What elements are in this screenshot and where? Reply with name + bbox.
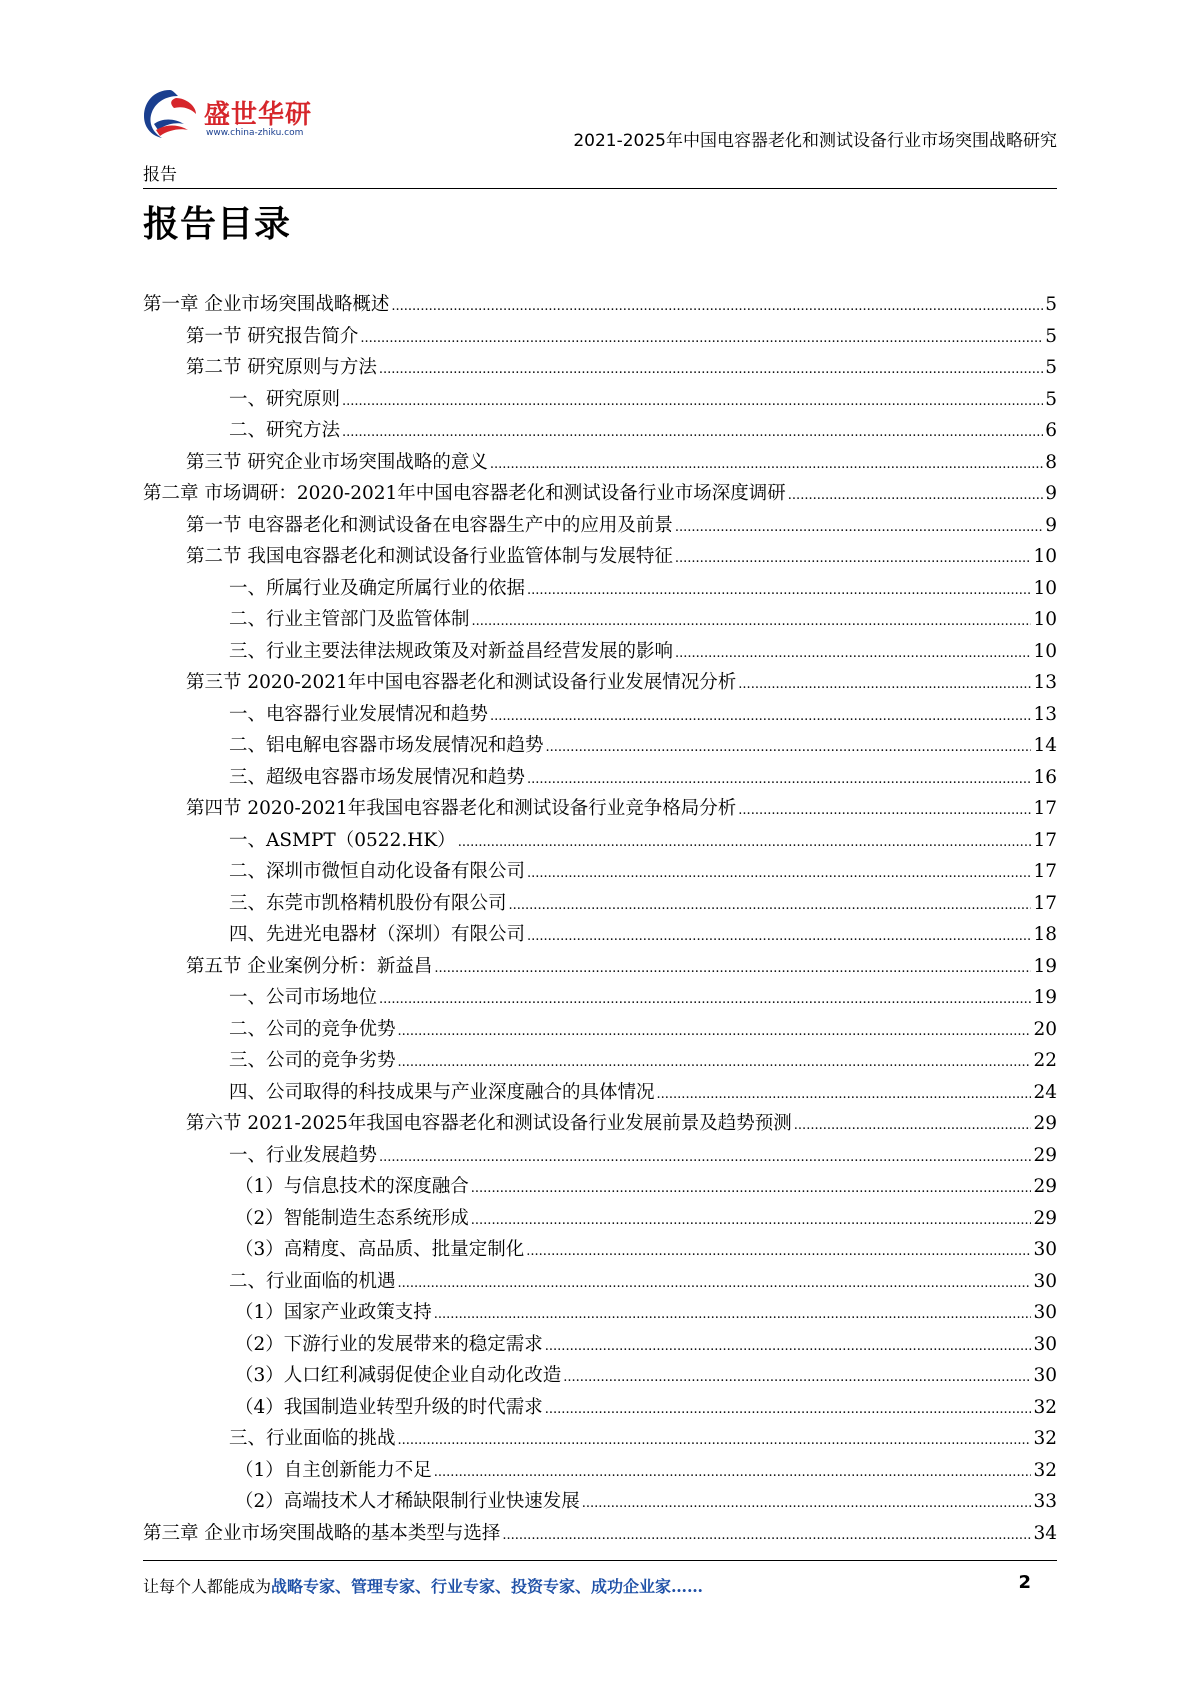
toc-entry[interactable] (143, 573, 1057, 605)
toc-entry-page: 20 (1033, 1018, 1057, 1040)
toc-entry[interactable] (143, 856, 1057, 888)
toc-entry[interactable] (143, 825, 1057, 857)
toc-entry-page: 16 (1033, 766, 1057, 788)
toc-dot-leader (527, 764, 1031, 796)
toc-dot-leader (675, 512, 1043, 544)
toc-entry[interactable] (143, 919, 1057, 951)
toc-dot-leader (391, 291, 1043, 323)
toc-entry-title: 三、行业主要法律法规政策及对新益昌经营发展的影响 (229, 640, 674, 662)
document-type: 报告 (143, 165, 177, 185)
toc-entry[interactable] (143, 982, 1057, 1014)
page-number: 2 (1018, 1572, 1031, 1593)
toc-entry-page: 29 (1033, 1144, 1057, 1166)
toc-entry-page: 19 (1033, 987, 1057, 1008)
toc-entry-title: 一、研究原则 (229, 388, 341, 410)
toc-entry[interactable] (143, 541, 1057, 573)
toc-entry-page: 13 (1033, 672, 1057, 693)
toc-entry-title: 二、研究方法 (229, 420, 341, 441)
toc-entry-page: 30 (1033, 1302, 1057, 1323)
toc-dot-leader (545, 1331, 1032, 1363)
toc-entry-page: 19 (1033, 955, 1057, 977)
toc-dot-leader (675, 543, 1032, 575)
toc-entry-title: 第三节 2020-2021年中国电容器老化和测试设备行业发展情况分析 (186, 672, 737, 693)
toc-entry-title: 四、先进光电器材（深圳）有限公司 (229, 924, 526, 945)
toc-entry[interactable] (143, 1108, 1057, 1140)
toc-entry[interactable] (143, 1392, 1057, 1424)
toc-dot-leader (471, 1173, 1032, 1205)
toc-entry[interactable] (143, 730, 1057, 762)
toc-entry[interactable] (143, 1297, 1057, 1329)
toc-entry[interactable] (143, 699, 1057, 731)
toc-entry[interactable] (143, 1360, 1057, 1392)
toc-entry-page: 5 (1045, 357, 1057, 378)
toc-entry-title: 三、行业面临的挑战 (229, 1428, 396, 1449)
toc-entry-title: （1）与信息技术的深度融合 (235, 1176, 469, 1197)
page-title: 报告目录 (143, 204, 292, 245)
toc-dot-leader (434, 1457, 1032, 1489)
company-logo (140, 84, 320, 144)
toc-entry[interactable] (143, 447, 1057, 479)
toc-entry-title: 第六节 2021-2025年我国电容器老化和测试设备行业发展前景及趋势预测 (186, 1113, 792, 1134)
toc-entry-title: 三、超级电容器市场发展情况和趋势 (229, 766, 526, 788)
toc-dot-leader (379, 354, 1043, 386)
toc-entry-title: （2）高端技术人才稀缺限制行业快速发展 (235, 1491, 580, 1512)
toc-entry-page: 34 (1033, 1522, 1057, 1544)
toc-dot-leader (434, 1299, 1032, 1331)
toc-entry[interactable] (143, 1266, 1057, 1298)
toc-entry-page: 33 (1033, 1491, 1057, 1512)
toc-entry-title: 一、电容器行业发展情况和趋势 (229, 703, 489, 725)
toc-dot-leader (458, 827, 1032, 859)
toc-entry[interactable] (143, 321, 1057, 353)
toc-entry-title: 二、行业面临的机遇 (229, 1270, 396, 1292)
toc-entry-title: 第二章 市场调研：2020-2021年中国电容器老化和测试设备行业市场深度调研 (143, 483, 786, 504)
toc-dot-leader (490, 449, 1043, 481)
toc-dot-leader (545, 1394, 1032, 1426)
toc-entry-title: 一、所属行业及确定所属行业的依据 (229, 577, 526, 599)
toc-entry-page: 29 (1033, 1207, 1057, 1229)
toc-dot-leader (342, 386, 1043, 418)
toc-dot-leader (472, 606, 1032, 638)
toc-entry-title: 一、ASMPT（0522.HK） (229, 829, 456, 851)
toc-dot-leader (526, 1236, 1031, 1268)
toc-dot-leader (527, 858, 1031, 890)
toc-entry-title: 一、公司市场地位 (229, 987, 378, 1008)
toc-entry[interactable] (143, 1045, 1057, 1077)
toc-entry[interactable] (143, 289, 1057, 321)
toc-entry-page: 5 (1045, 325, 1057, 347)
toc-dot-leader (738, 795, 1031, 827)
toc-dot-leader (398, 1425, 1032, 1457)
toc-entry-title: 三、公司的竞争劣势 (229, 1050, 396, 1071)
toc-dot-leader (657, 1079, 1032, 1111)
toc-dot-leader (794, 1110, 1032, 1142)
toc-entry[interactable] (143, 1234, 1057, 1266)
toc-entry[interactable] (143, 667, 1057, 699)
toc-entry-page: 24 (1033, 1081, 1057, 1103)
toc-entry-page: 32 (1033, 1428, 1057, 1449)
toc-entry-page: 14 (1033, 735, 1057, 756)
toc-dot-leader (546, 732, 1032, 764)
toc-entry-title: 二、行业主管部门及监管体制 (229, 609, 470, 630)
toc-entry-page: 17 (1033, 829, 1057, 851)
toc-entry-page: 17 (1033, 798, 1057, 819)
toc-entry[interactable] (143, 1423, 1057, 1455)
toc-dot-leader (738, 669, 1031, 701)
toc-entry[interactable] (143, 415, 1057, 447)
toc-entry-title: 第三节 研究企业市场突围战略的意义 (186, 451, 488, 473)
toc-entry-page: 10 (1033, 640, 1057, 662)
toc-dot-leader (471, 1205, 1032, 1237)
toc-dot-leader (509, 890, 1032, 922)
toc-entry-page: 5 (1045, 294, 1057, 315)
toc-dot-leader (490, 701, 1031, 733)
toc-entry[interactable] (143, 888, 1057, 920)
toc-entry-page: 17 (1033, 861, 1057, 882)
toc-entry-page: 32 (1033, 1459, 1057, 1481)
toc-entry-page: 8 (1045, 451, 1057, 473)
toc-entry-title: 第五节 企业案例分析：新益昌 (186, 955, 433, 977)
toc-dot-leader (379, 1142, 1031, 1174)
toc-entry-title: （2）智能制造生态系统形成 (235, 1207, 469, 1229)
report-title: 2021-2025年中国电容器老化和测试设备行业市场突围战略研究 (573, 131, 1057, 151)
toc-entry-page: 29 (1033, 1176, 1057, 1197)
footer-divider (143, 1560, 1057, 1561)
toc-dot-leader (398, 1047, 1032, 1079)
toc-entry-page: 30 (1033, 1239, 1057, 1260)
toc-entry[interactable] (143, 478, 1057, 510)
toc-entry-page: 9 (1045, 514, 1057, 536)
toc-dot-leader (527, 921, 1031, 953)
toc-dot-leader (342, 417, 1043, 449)
logo-website: www.china-zhiku.com (206, 128, 304, 138)
toc-entry-page: 5 (1045, 388, 1057, 410)
toc-dot-leader (398, 1016, 1032, 1048)
logo-emblem-icon (140, 84, 202, 142)
header-divider (143, 188, 1057, 189)
toc-entry-title: （4）我国制造业转型升级的时代需求 (235, 1396, 543, 1418)
toc-entry[interactable] (143, 352, 1057, 384)
toc-entry-page: 10 (1033, 577, 1057, 599)
toc-dot-leader (527, 575, 1031, 607)
toc-entry[interactable] (143, 510, 1057, 542)
footer-slogan (143, 1574, 703, 1597)
toc-entry[interactable] (143, 1077, 1057, 1109)
toc-entry[interactable] (143, 762, 1057, 794)
toc-entry-title: 二、深圳市微恒自动化设备有限公司 (229, 861, 526, 882)
toc-entry-title: 二、公司的竞争优势 (229, 1018, 396, 1040)
toc-dot-leader (563, 1362, 1031, 1394)
logo-brand-name: 盛世华研 (204, 100, 313, 130)
toc-entry-title: 第二节 研究原则与方法 (186, 357, 377, 378)
toc-entry[interactable] (143, 1518, 1057, 1550)
toc-dot-leader (502, 1520, 1031, 1552)
toc-entry[interactable] (143, 1329, 1057, 1361)
slogan-highlight: 战略专家、管理专家、行业专家、投资专家、成功企业家…… (271, 1577, 704, 1596)
toc-entry-page: 30 (1033, 1365, 1057, 1386)
toc-entry[interactable] (143, 384, 1057, 416)
toc-entry-title: 二、铝电解电容器市场发展情况和趋势 (229, 735, 544, 756)
toc-entry-page: 30 (1033, 1333, 1057, 1355)
toc-dot-leader (434, 953, 1031, 985)
toc-entry[interactable] (143, 1203, 1057, 1235)
toc-entry-page: 29 (1033, 1113, 1057, 1134)
slogan-prefix: 让每个人都能成为 (143, 1577, 272, 1596)
toc-entry[interactable] (143, 636, 1057, 668)
toc-entry-page: 22 (1033, 1050, 1057, 1071)
toc-dot-leader (398, 1268, 1032, 1300)
toc-entry-title: 第一节 电容器老化和测试设备在电容器生产中的应用及前景 (186, 514, 673, 536)
toc-entry-title: 四、公司取得的科技成果与产业深度融合的具体情况 (229, 1081, 655, 1103)
toc-entry-title: （3）高精度、高品质、批量定制化 (235, 1239, 525, 1260)
toc-entry[interactable] (143, 1014, 1057, 1046)
toc-entry-page: 6 (1045, 420, 1057, 441)
toc-entry-title: （1）国家产业政策支持 (235, 1302, 432, 1323)
toc-entry-page: 9 (1045, 483, 1057, 504)
toc-entry-title: （3）人口红利减弱促使企业自动化改造 (235, 1365, 562, 1386)
toc-entry-page: 18 (1033, 924, 1057, 945)
toc-dot-leader (675, 638, 1031, 670)
toc-entry[interactable] (143, 1455, 1057, 1487)
toc-entry-title: 第一章 企业市场突围战略概述 (143, 294, 390, 315)
toc-entry[interactable] (143, 1140, 1057, 1172)
toc-entry-title: （1）自主创新能力不足 (235, 1459, 432, 1481)
toc-entry-page: 32 (1033, 1396, 1057, 1418)
toc-entry-page: 13 (1033, 703, 1057, 725)
toc-entry-title: 第二节 我国电容器老化和测试设备行业监管体制与发展特征 (186, 546, 673, 567)
toc-entry-page: 30 (1033, 1270, 1057, 1292)
toc-entry-title: 第三章 企业市场突围战略的基本类型与选择 (143, 1522, 501, 1544)
toc-entry-title: 第四节 2020-2021年我国电容器老化和测试设备行业竞争格局分析 (186, 798, 737, 819)
toc-entry[interactable] (143, 604, 1057, 636)
toc-entry-title: （2）下游行业的发展带来的稳定需求 (235, 1333, 543, 1355)
toc-dot-leader (788, 480, 1043, 512)
toc-entry-page: 10 (1033, 546, 1057, 567)
toc-entry-page: 17 (1033, 892, 1057, 914)
table-of-contents (143, 289, 1057, 1549)
toc-entry-title: 一、行业发展趋势 (229, 1144, 378, 1166)
toc-entry[interactable] (143, 951, 1057, 983)
toc-dot-leader (379, 984, 1031, 1016)
toc-entry[interactable] (143, 1486, 1057, 1518)
toc-entry-page: 10 (1033, 609, 1057, 630)
toc-entry[interactable] (143, 1171, 1057, 1203)
toc-entry-title: 第一节 研究报告简介 (186, 325, 359, 347)
toc-entry-title: 三、东莞市凯格精机股份有限公司 (229, 892, 507, 914)
toc-dot-leader (582, 1488, 1032, 1520)
toc-dot-leader (360, 323, 1043, 355)
toc-entry[interactable] (143, 793, 1057, 825)
